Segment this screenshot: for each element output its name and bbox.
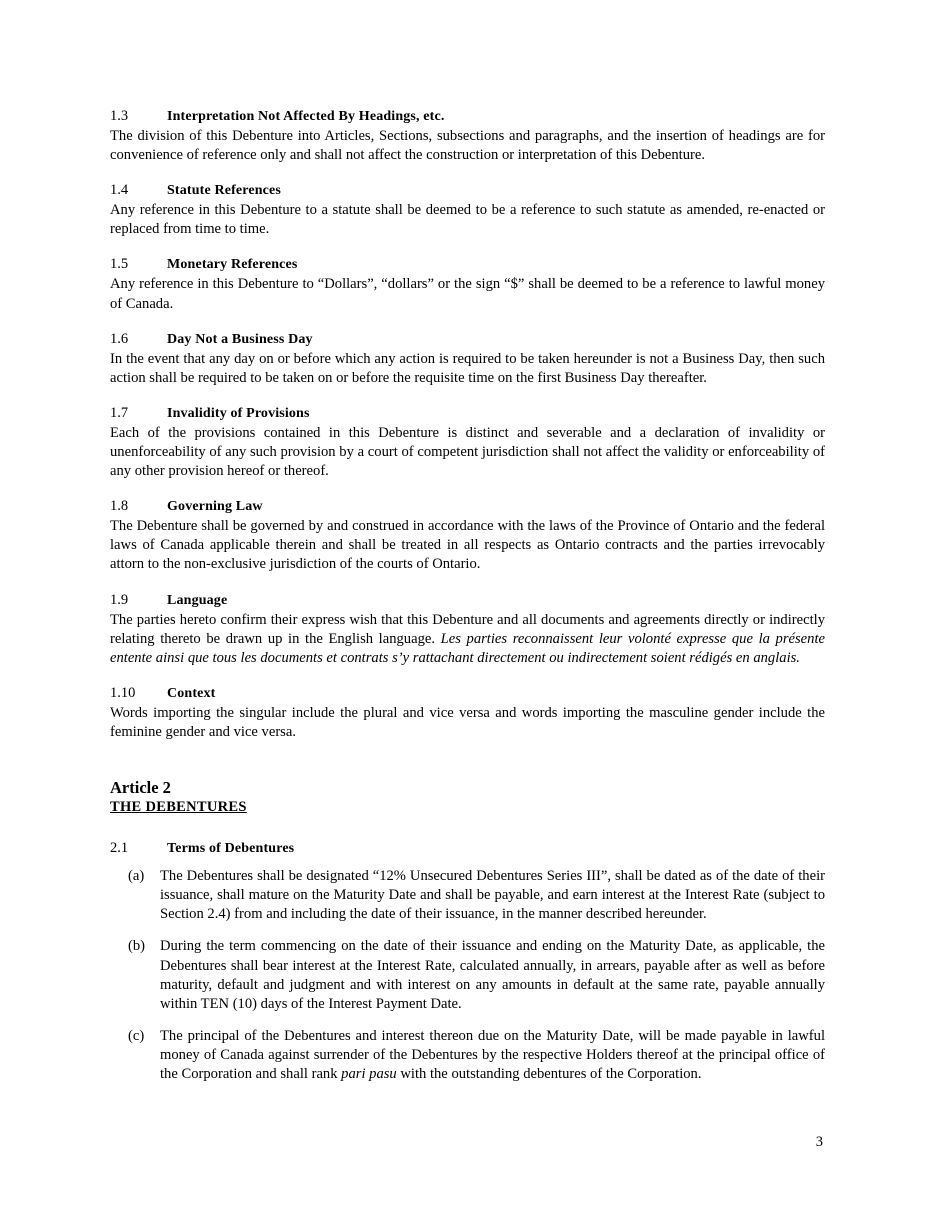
section-heading <box>110 182 825 199</box>
section-number: 1.7 <box>110 404 129 421</box>
section-1-4 <box>110 182 825 239</box>
section-body-english: The parties hereto confirm their express wish that this Debenture and all documents and agreements directly or indirectly relating thereto be drawn up in the English language. <box>110 611 825 647</box>
section-heading <box>110 592 825 609</box>
section-1-8 <box>110 498 825 574</box>
section-number: 1.5 <box>110 256 129 273</box>
list-item <box>110 937 825 1013</box>
section-body: In the event that any day on or before which any action is required to be taken hereunder is not a Business Day, then such action shall be required to be taken on or before the requisite time on the first Business Day thereafter. <box>110 350 825 386</box>
section-heading <box>110 840 825 857</box>
section-2-1 <box>110 840 825 1084</box>
clause-text: During the term commencing on the date of their issuance and ending on the Maturity Date, as applicable, the Debentures shall bear interest at the Interest Rate, calculated annually, in arrears, payable after as well as before maturity, default and judgment and with interest on any amounts in default at the same rate, payable annually within TEN (10) days of the Interest Payment Date. <box>160 938 825 1012</box>
section-number: 1.3 <box>110 108 129 124</box>
section-title: Statute References <box>167 183 282 199</box>
section-body: The division of this Debenture into Articles, Sections, subsections and paragraphs, and the insertion of headings are for convenience of reference only and shall not affect the construction or interpretation of this Debenture. <box>110 128 825 164</box>
clause-text: The Debentures shall be designated “12% Unsecured Debentures Series III”, shall be dated as of the date of their issuance, shall mature on the Maturity Date and shall be payable, and earn interest at the Interest Rate (subject to Section 2.4) from and including the date of their issuance, in the manner described hereunder. <box>160 868 825 923</box>
section-body: Words importing the singular include the plural and vice versa and words importing the masculine gender include the feminine gender and vice versa. <box>110 704 825 740</box>
section-1-6 <box>110 331 825 388</box>
section-heading <box>110 331 825 348</box>
section-title: Language <box>167 592 228 608</box>
section-1-7 <box>110 405 825 481</box>
section-1-3 <box>110 108 825 165</box>
section-heading <box>110 685 825 702</box>
clause-label: (c) <box>128 1027 145 1044</box>
section-1-9 <box>110 592 825 668</box>
list-item <box>110 1027 825 1084</box>
section-1-10 <box>110 685 825 742</box>
section-body: Any reference in this Debenture to a statute shall be deemed to be a reference to such statute as amended, re-enacted or replaced from time to time. <box>110 202 825 238</box>
section-title: Interpretation Not Affected By Headings, etc. <box>167 109 445 124</box>
article-heading-block <box>110 778 825 816</box>
section-title: Terms of Debentures <box>167 841 295 857</box>
page-number: 3 <box>815 1134 823 1150</box>
article-subtitle: THE DEBENTURES <box>110 799 247 816</box>
section-heading <box>110 405 825 422</box>
section-number: 1.9 <box>110 591 129 608</box>
section-body: Each of the provisions contained in this Debenture is distinct and severable and a declaration of invalidity or unenforceability of any such provision by a court of competent jurisdiction shall not affect the validity or enforceability of any other provision hereof or thereof. <box>110 424 825 480</box>
section-body-french: Les parties reconnaissent leur volonté expresse que la présente entente ainsi que tous les documents et contrats s’y rattachant directement ou indirectement soient rédigés en anglais. <box>110 630 825 666</box>
section-number: 1.8 <box>110 498 129 515</box>
article-title: Article 2 <box>110 778 171 798</box>
list-item <box>110 867 825 924</box>
section-body: Any reference in this Debenture to “Dollars”, “dollars” or the sign “$” shall be deemed to be a reference to lawful money of Canada. <box>110 276 825 312</box>
section-title: Invalidity of Provisions <box>167 405 310 421</box>
section-heading <box>110 256 825 273</box>
clause-text <box>160 1027 825 1084</box>
clause-label: (a) <box>128 868 145 885</box>
clause-text-part2: with the outstanding debentures of the Corporation. <box>396 1066 702 1083</box>
section-body <box>110 611 825 668</box>
clause-text-latin: pari pasu <box>341 1066 397 1083</box>
section-title: Day Not a Business Day <box>167 331 313 347</box>
clause-label: (b) <box>128 938 146 955</box>
section-1-5 <box>110 256 825 313</box>
section-heading <box>110 498 825 515</box>
section-title: Governing Law <box>167 499 263 515</box>
clause-list <box>110 867 825 1084</box>
section-number: 2.1 <box>110 840 129 857</box>
section-number: 1.10 <box>110 684 136 701</box>
section-heading <box>110 108 825 125</box>
clause-text-part1: The principal of the Debentures and interest thereon due on the Maturity Date, will be made payable in lawful money of Canada against surrender of the Debentures by the respective Holders thereof at the principal office of the Corporation and shall rank <box>160 1027 825 1083</box>
section-number: 1.6 <box>110 330 129 347</box>
section-number: 1.4 <box>110 182 129 199</box>
section-title: Monetary References <box>167 257 298 273</box>
section-title: Context <box>167 685 216 701</box>
section-body: The Debenture shall be governed by and construed in accordance with the laws of the Province of Ontario and the federal laws of Canada applicable therein and shall be treated in all respects as Ontario contracts and the parties irrevocably attorn to the non-exclusive jurisdiction of the courts of Ontario. <box>110 518 825 573</box>
